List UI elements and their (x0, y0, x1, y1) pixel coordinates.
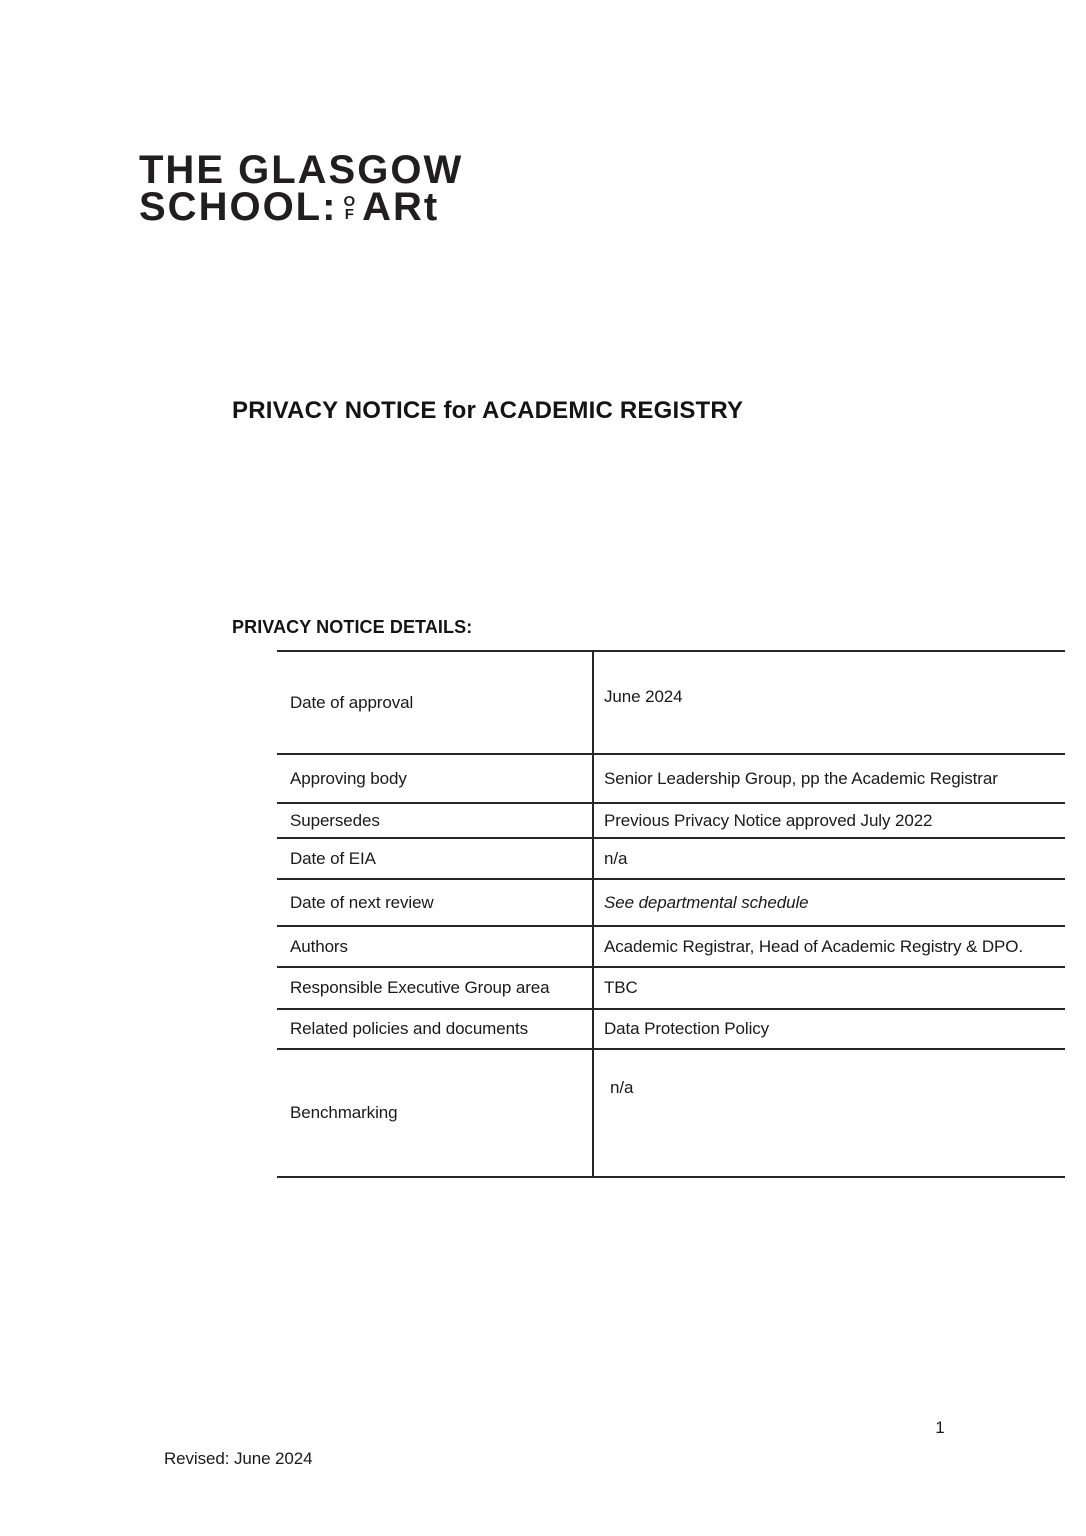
gsa-logo-school: SCHOOL: (139, 185, 338, 229)
table-row-authors (277, 926, 1065, 967)
row-value: June 2024 (593, 651, 1065, 754)
row-value: Senior Leadership Group, pp the Academic Registrar (593, 754, 1065, 803)
gsa-logo-art: ARt (362, 185, 440, 229)
document-title: PRIVACY NOTICE for ACADEMIC REGISTRY (232, 397, 744, 424)
row-value: Academic Registrar, Head of Academic Registry & DPO. (593, 926, 1065, 967)
gsa-logo-of-bottom: F (344, 205, 354, 223)
details-table (277, 650, 1065, 1178)
table-row-responsible-executive-group-area (277, 967, 1065, 1009)
revised-date: Revised: June 2024 (164, 1449, 313, 1468)
row-label: Responsible Executive Group area (277, 967, 593, 1009)
table-row-approving-body (277, 754, 1065, 803)
row-label: Date of EIA (277, 838, 593, 879)
row-label: Supersedes (277, 803, 593, 838)
row-value: Previous Privacy Notice approved July 2022 (593, 803, 1065, 838)
gsa-logo (139, 148, 464, 229)
table-row-related-policies-and-documents (277, 1009, 1065, 1049)
details-heading: PRIVACY NOTICE DETAILS: (232, 617, 473, 637)
page-number: 1 (935, 1418, 945, 1437)
table-row-date-of-eia (277, 838, 1065, 879)
table-row-date-of-approval (277, 651, 1065, 754)
row-value: n/a (593, 838, 1065, 879)
row-label: Related policies and documents (277, 1009, 593, 1049)
gsa-logo-line2 (139, 185, 463, 229)
table-row-supersedes (277, 803, 1065, 838)
row-label: Approving body (277, 754, 593, 803)
row-value: TBC (593, 967, 1065, 1009)
table-row-benchmarking (277, 1049, 1065, 1177)
row-value: n/a (593, 1049, 1065, 1177)
row-value: Data Protection Policy (593, 1009, 1065, 1049)
gsa-logo-line1: THE GLASGOW (139, 148, 464, 192)
table-row-date-of-next-review (277, 879, 1065, 926)
gsa-logo-of-stack (343, 192, 356, 223)
gsa-logo-of-top: O (343, 192, 356, 210)
row-value: See departmental schedule (593, 879, 1065, 926)
row-label: Date of approval (277, 651, 593, 754)
row-label: Benchmarking (277, 1049, 593, 1177)
row-label: Date of next review (277, 879, 593, 926)
row-label: Authors (277, 926, 593, 967)
